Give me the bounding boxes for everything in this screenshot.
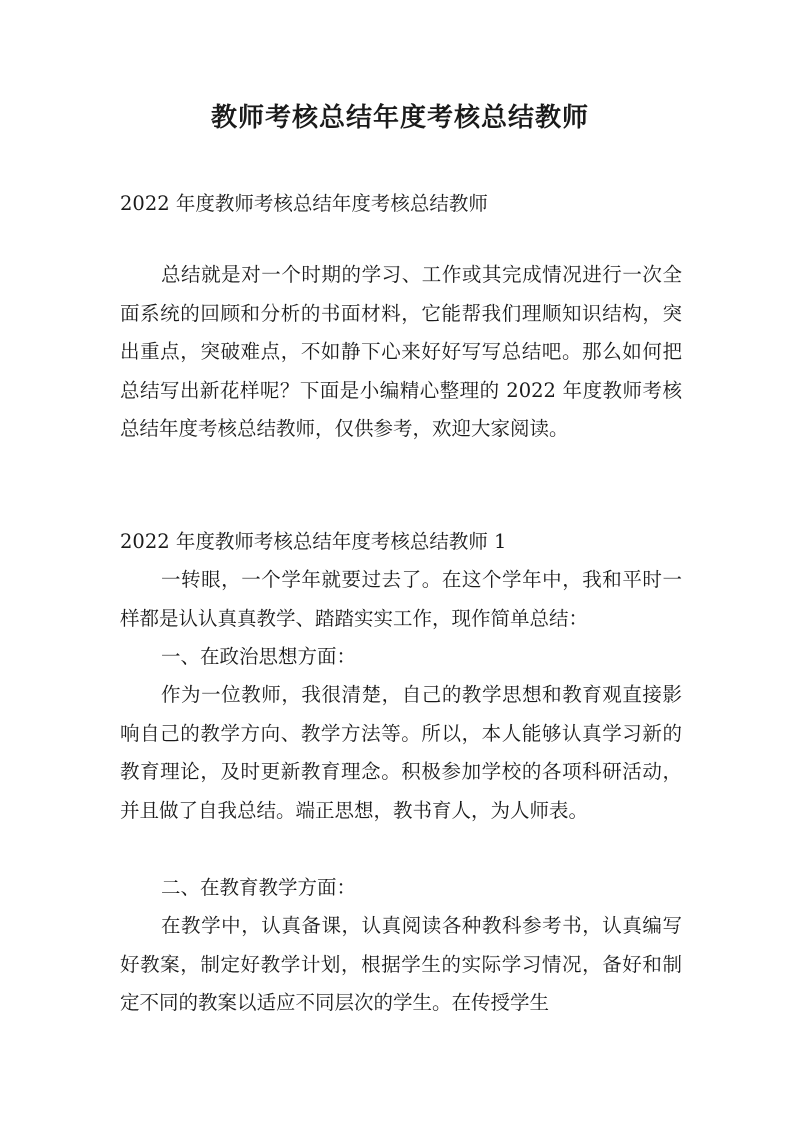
- politics-paragraph: 作为一位教师，我很清楚，自己的教学思想和教育观直接影响自己的教学方向、教学方法等。所以，本人能够认真学习新的教育理论，及时更新教育理念。积极参加学校的各项科研活动，并且做了自我总结。端正思想，教书育人，为人师表。: [120, 683, 682, 822]
- document-title: 教师考核总结年度考核总结教师: [210, 103, 589, 133]
- politics-heading: 一、在政治思想方面：: [161, 645, 357, 668]
- section-heading: 2022 年度教师考核总结年度考核总结教师 1: [120, 530, 507, 553]
- teaching-paragraph: 在教学中，认真备课，认真阅读各种教科参考书，认真编写好教案，制定好教学计划，根据学生的实际学习情况，备好和制定不同的教案以适应不同层次的学生。在传授学生: [120, 914, 682, 1014]
- teaching-heading: 二、在教育教学方面：: [161, 876, 357, 899]
- intro-paragraph: 总结就是对一个时期的学习、工作或其完成情况进行一次全面系统的回顾和分析的书面材料，它能帮我们理顺知识结构，突出重点，突破难点，不如静下心来好好写写总结吧。那么如何把总结写出新花样呢？下面是小编精心整理的 2022 年度教师考核总结年度考核总结教师，仅供参考，欢迎大家阅读。: [120, 263, 682, 440]
- opening-paragraph: 一转眼，一个学年就要过去了。在这个学年中，我和平时一样都是认认真真教学、踏踏实实工作，现作简单总结：: [120, 568, 682, 630]
- document-subtitle: 2022 年度教师考核总结年度考核总结教师: [120, 192, 488, 215]
